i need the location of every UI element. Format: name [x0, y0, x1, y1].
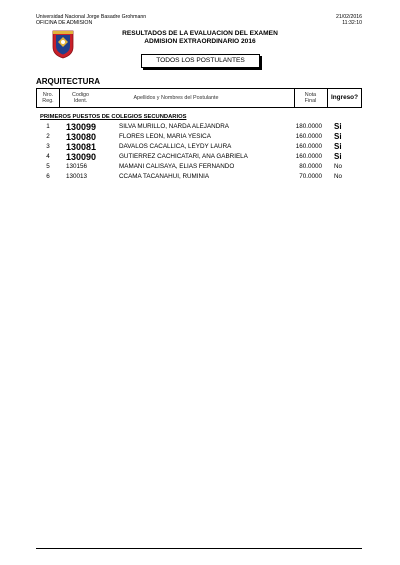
table-row: [36, 132, 362, 142]
table-row: [36, 142, 362, 152]
cell-nota: 160.0000: [295, 153, 322, 160]
university-seal-icon: [51, 29, 75, 59]
cell-ingreso: Si: [334, 122, 342, 131]
institution-name: Universidad Nacional Jorge Basadre Grohmann: [36, 14, 147, 20]
cell-code: 130156: [66, 163, 88, 170]
table-header: [36, 88, 362, 108]
table-row: [36, 162, 362, 172]
cell-nro: 5: [46, 163, 50, 170]
cell-name: DAVALOS CACALLICA, LEYDY LAURA: [119, 143, 232, 150]
report-titles: [100, 30, 300, 47]
cell-nro: 2: [46, 133, 50, 140]
table-row: [36, 152, 362, 162]
results-rows: [36, 122, 362, 182]
cell-nota: 160.0000: [295, 143, 322, 150]
report-subtitle: ADMISION EXTRAORDINARIO 2016: [144, 38, 256, 46]
cell-code: 130090: [66, 152, 97, 162]
cell-name: FLORES LEON, MARIA YESICA: [119, 133, 211, 140]
cell-nro: 1: [46, 123, 50, 130]
cell-name: MAMANI CALISAYA, ELIAS FERNANDO: [119, 163, 235, 170]
header-code: Codigo Ident.: [71, 91, 90, 104]
cell-nro: 3: [46, 143, 50, 150]
section-title: PRIMEROS PUESTOS DE COLEGIOS SECUNDARIOS: [40, 114, 187, 120]
header-name: Apellidos y Nombres del Postulante: [133, 94, 219, 101]
cell-nota: 160.0000: [295, 133, 322, 140]
cell-nota: 70.0000: [299, 173, 322, 180]
header-nota: Nota Final: [304, 91, 317, 104]
career-heading: ARQUITECTURA: [36, 77, 100, 86]
header-nro: Nro. Reg.: [42, 91, 54, 104]
column-divider: [361, 89, 362, 107]
cell-code: 130013: [66, 173, 88, 180]
cell-ingreso: No: [334, 173, 343, 180]
cell-code: 130081: [66, 142, 97, 152]
filter-box: TODOS LOS POSTULANTES: [141, 54, 260, 68]
cell-ingreso: No: [334, 163, 343, 170]
cell-name: SILVA MURILLO, NARDA ALEJANDRA: [119, 123, 229, 130]
cell-nota: 80.0000: [299, 163, 322, 170]
print-time: 11:32:10: [342, 20, 362, 27]
cell-nota: 180.0000: [295, 123, 322, 130]
institution-header: [36, 14, 146, 27]
cell-nro: 6: [46, 173, 50, 180]
cell-ingreso: Si: [334, 132, 342, 141]
cell-ingreso: Si: [334, 142, 342, 151]
cell-code: 130099: [66, 122, 97, 132]
university-logo: [51, 29, 75, 59]
table-row: [36, 172, 362, 182]
report-title: RESULTADOS DE LA EVALUACION DEL EXAMEN: [122, 30, 278, 37]
footer-rule: [36, 548, 362, 549]
header-ingreso: Ingreso?: [331, 93, 358, 101]
print-meta: [336, 14, 362, 27]
cell-ingreso: Si: [334, 152, 342, 161]
cell-code: 130080: [66, 132, 97, 142]
cell-name: GUTIERREZ CACHICATARI, ANA GABRIELA: [119, 153, 248, 160]
print-date: 21/02/2016: [336, 14, 362, 20]
table-row: [36, 122, 362, 132]
cell-nro: 4: [46, 153, 50, 160]
cell-name: CCAMA TACANAHUI, RUMINIA: [119, 173, 210, 180]
office-name: OFICINA DE ADMISION: [36, 20, 93, 27]
